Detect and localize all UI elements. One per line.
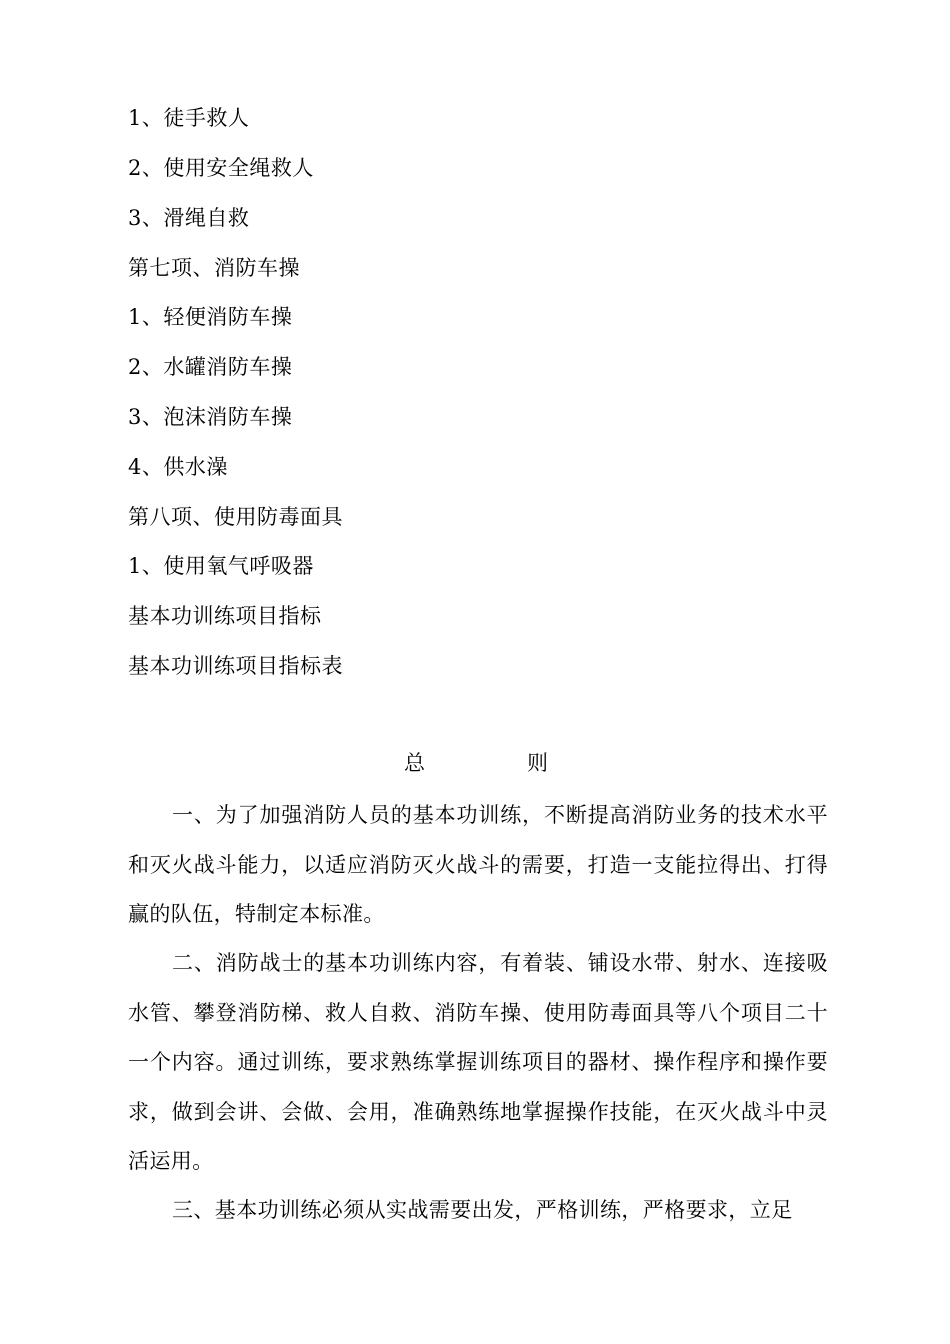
heading-char-right: 则 bbox=[527, 751, 548, 775]
list-item: 2、水罐消防车操 bbox=[128, 355, 293, 379]
section-title: 第八项、使用防毒面具 bbox=[128, 505, 343, 529]
list-item: 基本功训练项目指标表 bbox=[128, 654, 343, 678]
paragraph-3: 三、基本功训练必须从实战需要出发，严格训练，严格要求，立足 bbox=[172, 1198, 793, 1222]
paragraph-1: 一、为了加强消防人员的基本功训练，不断提高消防业务的技术水平和灭火战斗能力，以适应消防灭火战斗的需要，打造一支能拉得出、打得赢的队伍，特制定本标准。 bbox=[128, 803, 828, 926]
heading-char-left: 总 bbox=[404, 751, 425, 775]
section-title: 第七项、消防车操 bbox=[128, 256, 300, 280]
list-item: 2、使用安全绳救人 bbox=[128, 156, 314, 180]
paragraph-2: 二、消防战士的基本功训练内容，有着装、铺设水带、射水、连接吸水管、攀登消防梯、救人自救、消防车操、使用防毒面具等八个项目二十一个内容。通过训练，要求熟练掌握训练项目的器材、操作程序和操作要求，做到会讲、会做、会用，准确熟练地掌握操作技能，在灭火战斗中灵活运用。 bbox=[128, 951, 828, 1173]
list-item: 1、使用氧气呼吸器 bbox=[128, 554, 314, 578]
list-item: 基本功训练项目指标 bbox=[128, 604, 322, 628]
list-item: 4、供水澡 bbox=[128, 455, 228, 479]
list-item: 1、轻便消防车操 bbox=[128, 305, 293, 329]
list-item: 3、泡沫消防车操 bbox=[128, 405, 293, 429]
list-item: 1、徒手救人 bbox=[128, 106, 250, 130]
list-item: 3、滑绳自救 bbox=[128, 206, 250, 230]
